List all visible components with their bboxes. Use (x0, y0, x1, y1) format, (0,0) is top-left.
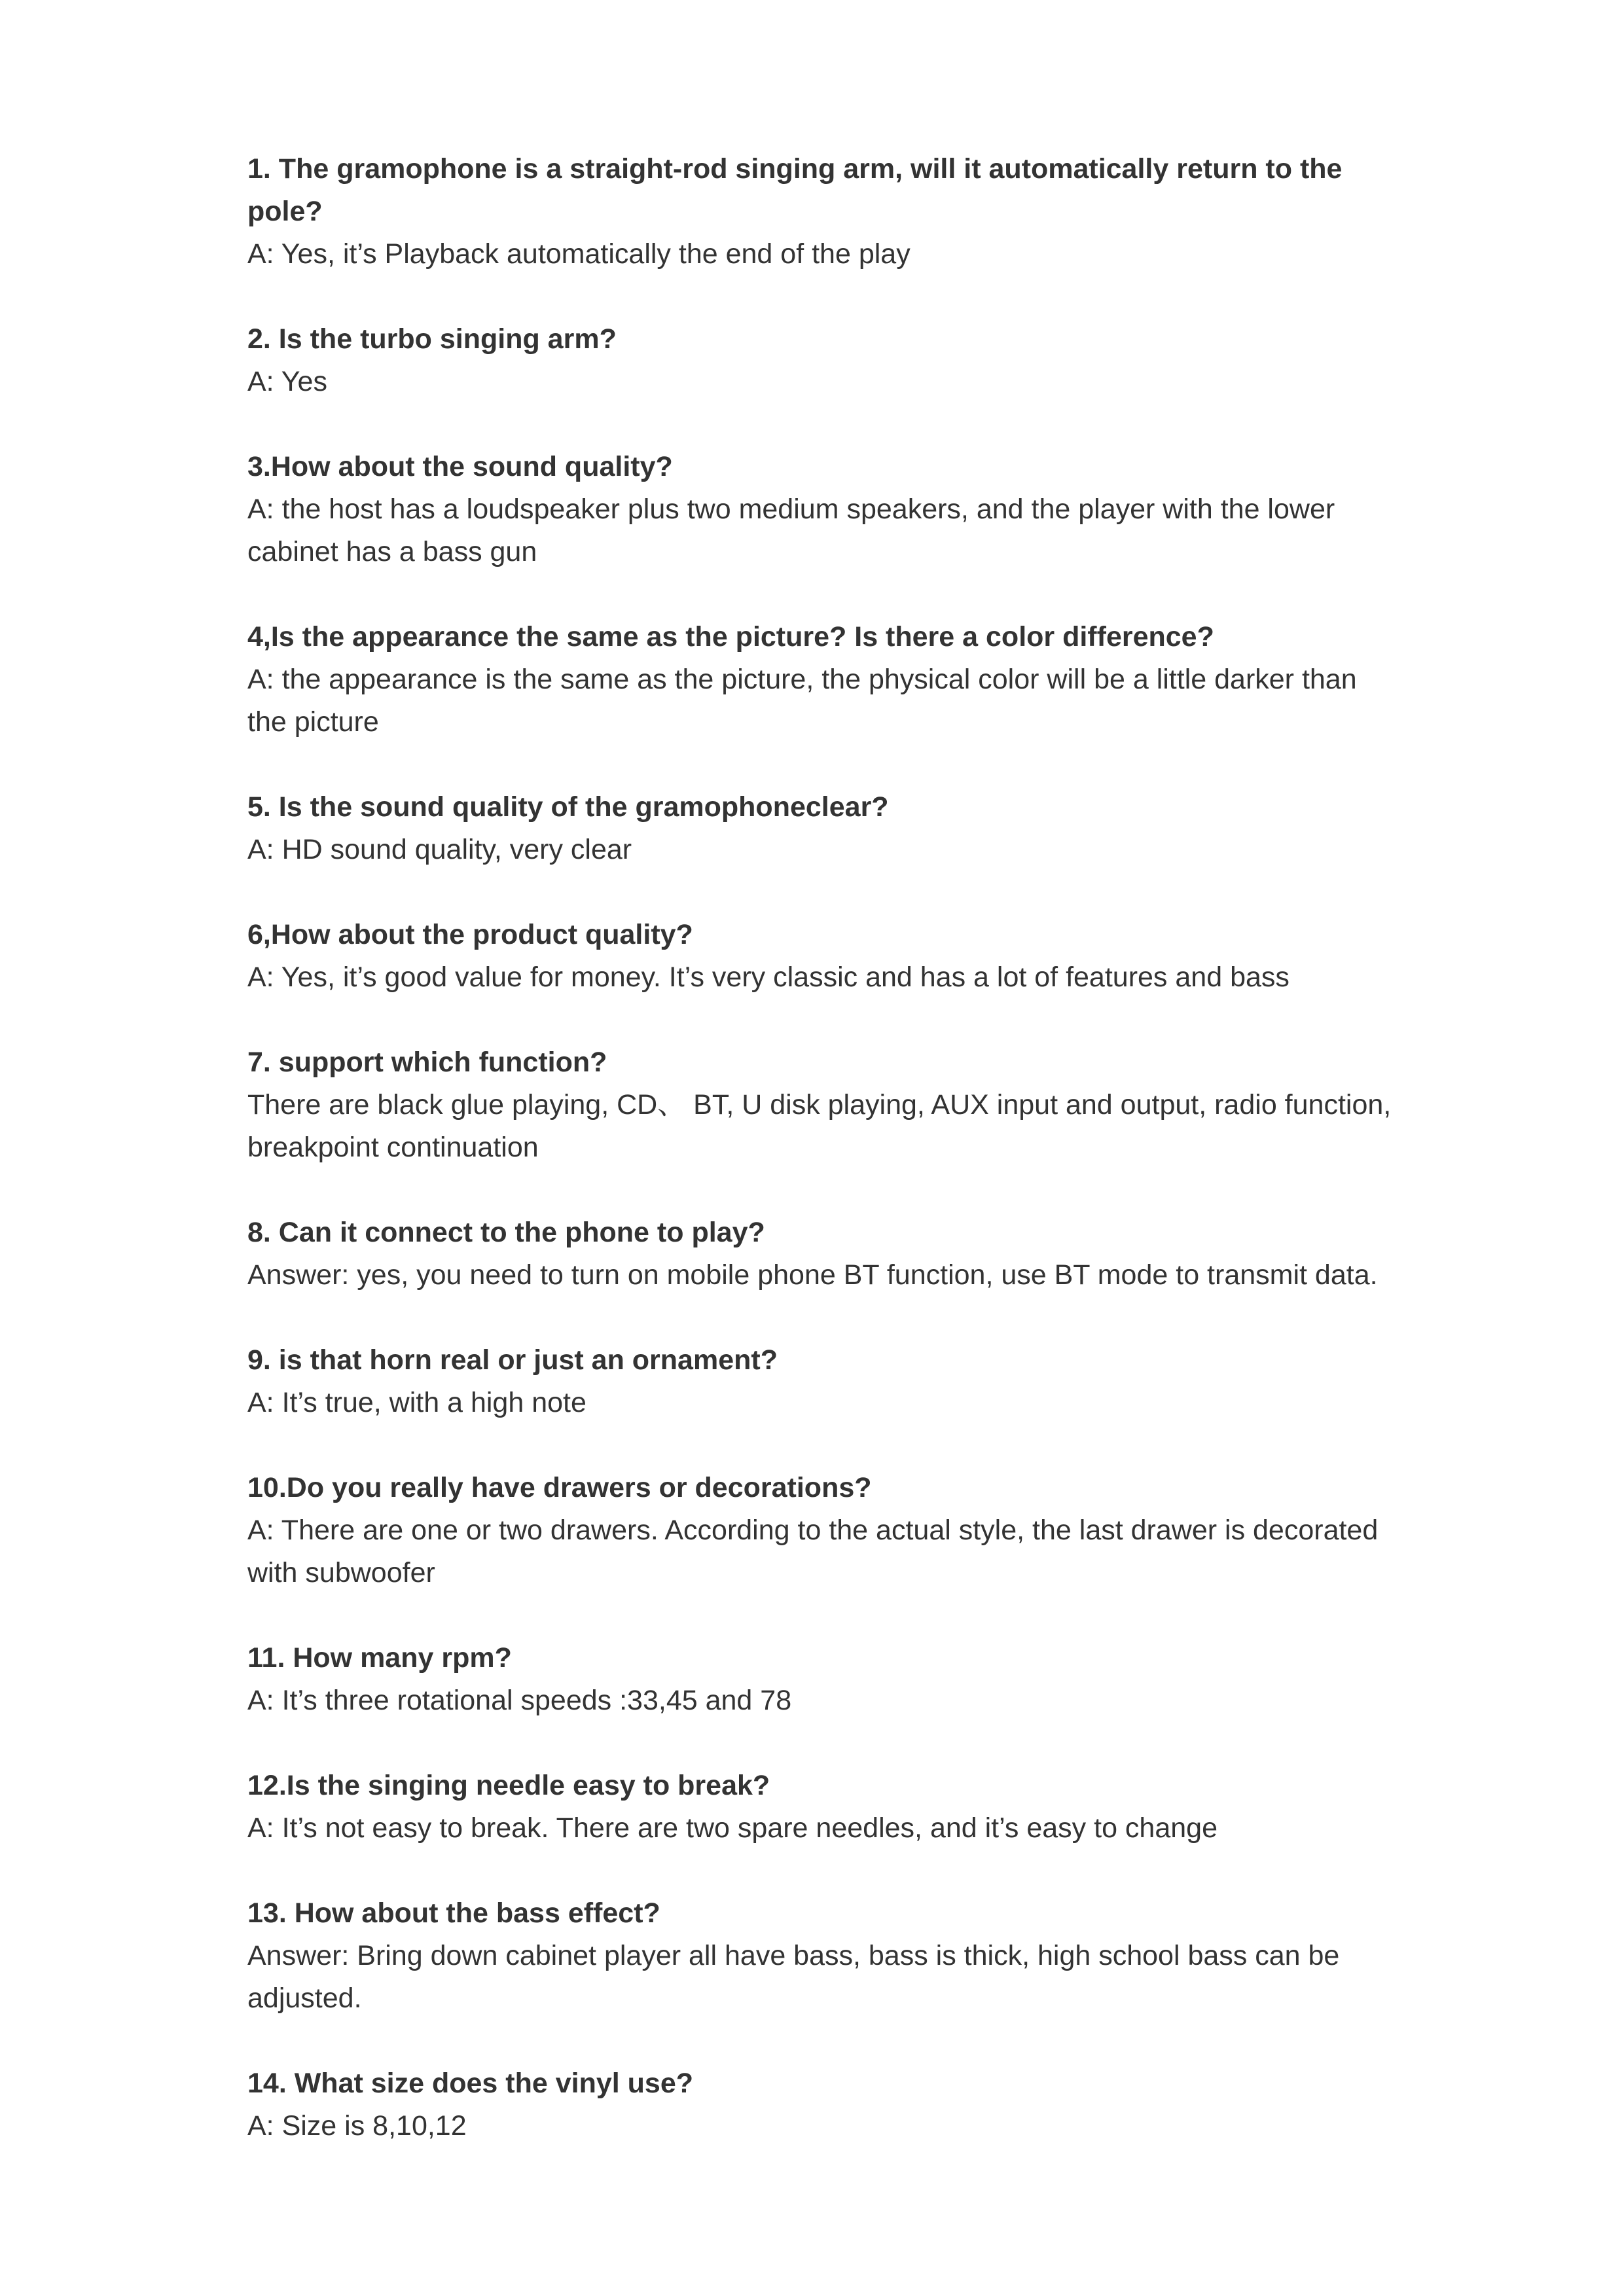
faq-item-10 (247, 1467, 1396, 1594)
answer-3: A: the host has a loudspeaker plus two medium speakers, and the player with the lower cabinet has a bass gun (247, 493, 1335, 567)
faq-item-8 (247, 1211, 1396, 1297)
question-14: 14. What size does the vinyl use? (247, 2068, 694, 2099)
question-2: 2. Is the turbo singing arm? (247, 323, 617, 355)
faq-document (247, 148, 1396, 2190)
answer-9: A: It’s true, with a high note (247, 1387, 586, 1418)
answer-8: Answer: yes, you need to turn on mobile phone BT function, use BT mode to transmit data. (247, 1259, 1378, 1291)
faq-item-11 (247, 1637, 1396, 1722)
question-4: 4,Is the appearance the same as the picture? Is there a color difference? (247, 621, 1214, 653)
question-1: 1. The gramophone is a straight-rod singing arm, will it automatically return to the pole? (247, 153, 1343, 227)
question-7: 7. support which function? (247, 1047, 607, 1078)
answer-10: A: There are one or two drawers. According to the actual style, the last drawer is decorated with subwoofer (247, 1515, 1379, 1588)
question-6: 6,How about the product quality? (247, 919, 693, 950)
faq-item-14 (247, 2062, 1396, 2147)
faq-item-1 (247, 148, 1396, 276)
faq-item-12 (247, 1765, 1396, 1850)
question-10: 10.Do you really have drawers or decorations? (247, 1472, 872, 1503)
faq-item-7 (247, 1041, 1396, 1169)
faq-item-4 (247, 616, 1396, 744)
question-5: 5. Is the sound quality of the gramophoneclear? (247, 791, 889, 823)
faq-item-3 (247, 446, 1396, 573)
answer-5: A: HD sound quality, very clear (247, 834, 632, 865)
faq-item-2 (247, 318, 1396, 403)
answer-12: A: It’s not easy to break. There are two spare needles, and it’s easy to change (247, 1812, 1218, 1844)
faq-item-9 (247, 1339, 1396, 1424)
answer-1: A: Yes, it’s Playback automatically the end of the play (247, 238, 911, 270)
answer-14: A: Size is 8,10,12 (247, 2110, 467, 2142)
question-9: 9. is that horn real or just an ornament? (247, 1344, 778, 1376)
faq-item-6 (247, 914, 1396, 999)
question-3: 3.How about the sound quality? (247, 451, 673, 482)
faq-item-13 (247, 1892, 1396, 2020)
answer-2: A: Yes (247, 366, 327, 397)
answer-13: Answer: Bring down cabinet player all have bass, bass is thick, high school bass can be adjusted. (247, 1940, 1340, 2014)
answer-11: A: It’s three rotational speeds :33,45 and 78 (247, 1685, 792, 1716)
question-12: 12.Is the singing needle easy to break? (247, 1770, 770, 1801)
faq-item-5 (247, 786, 1396, 871)
question-8: 8. Can it connect to the phone to play? (247, 1217, 765, 1248)
answer-6: A: Yes, it’s good value for money. It’s very classic and has a lot of features and bass (247, 961, 1290, 993)
answer-4: A: the appearance is the same as the picture, the physical color will be a little darker than the picture (247, 664, 1357, 738)
question-13: 13. How about the bass effect? (247, 1897, 660, 1929)
answer-7: There are black glue playing, CD、 BT, U disk playing, AUX input and output, radio function, breakpoint continuation (247, 1089, 1392, 1163)
question-11: 11. How many rpm? (247, 1642, 512, 1674)
